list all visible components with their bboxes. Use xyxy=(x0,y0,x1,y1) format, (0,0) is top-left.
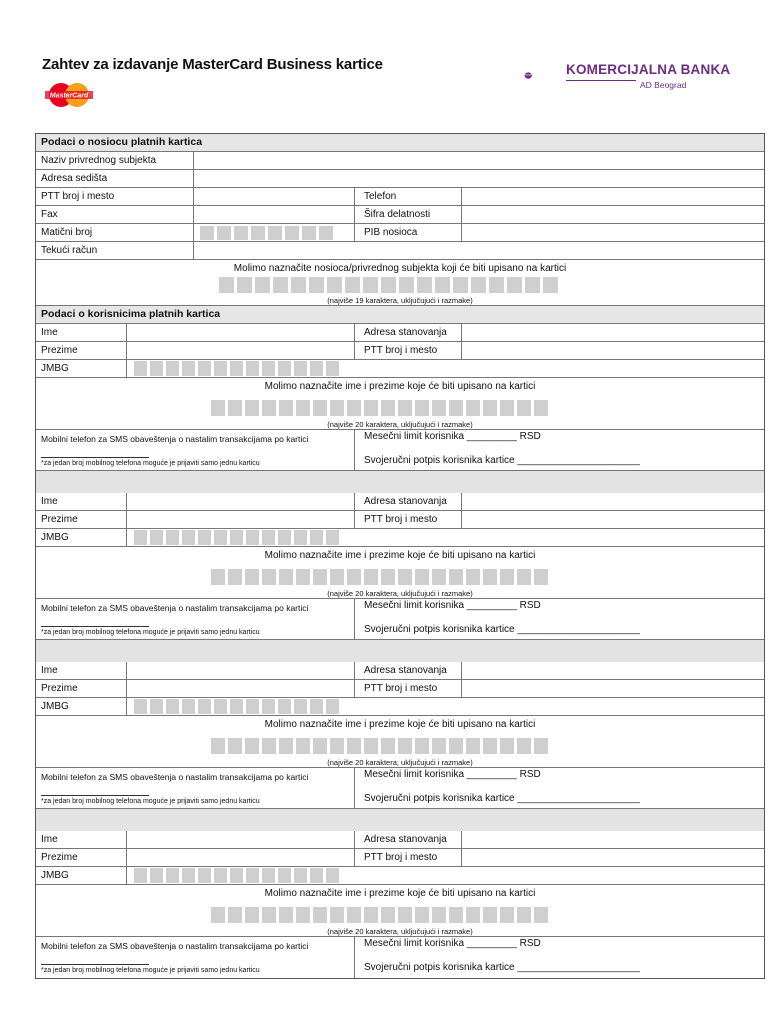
user-mobile-note: *za jedan broj mobilnog telefona moguće je prijaviti samo jednu karticu xyxy=(41,460,260,467)
pib-label: PIB nosioca xyxy=(364,227,418,238)
user-jmbg-label: JMBG xyxy=(41,363,69,374)
user-jmbg-row xyxy=(36,360,764,378)
user-card-name-block xyxy=(36,547,764,599)
user-limit-label[interactable]: Mesečni limit korisnika _________ RSD xyxy=(364,938,541,949)
user-postal-field[interactable] xyxy=(462,342,764,359)
holder-card-name-block xyxy=(36,260,764,306)
user-address-label: Adresa stanovanja xyxy=(364,834,447,845)
holder-card-name-hint: (najviše 19 karaktera, uključujući i razmake) xyxy=(327,296,473,305)
user-limit-label[interactable]: Mesečni limit korisnika _________ RSD xyxy=(364,769,541,780)
reg-number-label: Matični broj xyxy=(41,227,93,238)
holder-section-header xyxy=(36,134,764,152)
user-last-name-field[interactable] xyxy=(127,342,354,359)
user-signature-label[interactable]: Svojeručni potpis korisnika kartice ______________________ xyxy=(364,793,640,804)
fax-label: Fax xyxy=(41,209,58,220)
account-row xyxy=(36,242,764,260)
fax-activity-row xyxy=(36,206,764,224)
user-jmbg-boxes[interactable] xyxy=(134,361,339,376)
user-postal-label: PTT broj i mesto xyxy=(364,345,438,356)
user-card-name-boxes[interactable] xyxy=(211,738,548,754)
user-jmbg-label: JMBG xyxy=(41,870,69,881)
user-card-name-hint: (najviše 20 karaktera, uključujući i razmake) xyxy=(327,420,473,429)
user-mobile-note: *za jedan broj mobilnog telefona moguće je prijaviti samo jednu karticu xyxy=(41,798,260,805)
user-card-name-prompt: Molimo naznačite ime i prezime koje će biti upisano na kartici xyxy=(264,719,536,730)
user-postal-label: PTT broj i mesto xyxy=(364,514,438,525)
bank-name: KOMERCIJALNA BANKA xyxy=(566,62,731,77)
user-last-name-label: Prezime xyxy=(41,683,78,694)
user-block-3 xyxy=(36,662,764,831)
user-jmbg-boxes[interactable] xyxy=(134,530,339,545)
address-field[interactable] xyxy=(194,170,764,187)
user-first-name-field[interactable] xyxy=(127,662,354,679)
user-address-label: Adresa stanovanja xyxy=(364,665,447,676)
reg-pib-row xyxy=(36,224,764,242)
user-last-name-label: Prezime xyxy=(41,852,78,863)
user-jmbg-row xyxy=(36,529,764,547)
phone-label: Telefon xyxy=(364,191,397,202)
svg-text:MasterCard: MasterCard xyxy=(49,92,89,100)
postal-phone-row xyxy=(36,188,764,206)
activity-code-field[interactable] xyxy=(462,206,764,223)
user-separator xyxy=(36,809,764,831)
user-postal-field[interactable] xyxy=(462,511,764,528)
phone-field[interactable] xyxy=(462,188,764,205)
address-row xyxy=(36,170,764,188)
user-card-name-boxes[interactable] xyxy=(211,569,548,585)
user-last-name-row xyxy=(36,849,764,867)
user-card-name-hint: (najviše 20 karaktera, uključujući i razmake) xyxy=(327,758,473,767)
user-card-name-boxes[interactable] xyxy=(211,907,548,923)
user-first-name-row xyxy=(36,831,764,849)
user-block-4 xyxy=(36,831,764,978)
user-postal-label: PTT broj i mesto xyxy=(364,683,438,694)
user-card-name-block xyxy=(36,716,764,768)
user-first-name-field[interactable] xyxy=(127,831,354,848)
user-signature-label[interactable]: Svojeručni potpis korisnika kartice ______________________ xyxy=(364,624,640,635)
user-limit-label[interactable]: Mesečni limit korisnika _________ RSD xyxy=(364,431,541,442)
user-card-name-hint: (najviše 20 karaktera, uključujući i razmake) xyxy=(327,927,473,936)
user-signature-label[interactable]: Svojeručni potpis korisnika kartice ______________________ xyxy=(364,962,640,973)
address-label: Adresa sedišta xyxy=(41,173,108,184)
user-card-name-block xyxy=(36,378,764,430)
user-jmbg-boxes[interactable] xyxy=(134,699,339,714)
user-limit-label[interactable]: Mesečni limit korisnika _________ RSD xyxy=(364,600,541,611)
user-jmbg-row xyxy=(36,867,764,885)
postal-field[interactable] xyxy=(194,188,354,205)
users-section-title: Podaci o korisnicima platnih kartica xyxy=(41,308,221,320)
user-mobile-block xyxy=(36,768,764,809)
company-name-field[interactable] xyxy=(194,152,764,169)
user-jmbg-label: JMBG xyxy=(41,532,69,543)
holder-card-name-prompt: Molimo naznačite nosioca/privrednog subjekta koji će biti upisano na kartici xyxy=(233,263,567,274)
user-address-label: Adresa stanovanja xyxy=(364,496,447,507)
user-address-field[interactable] xyxy=(462,324,764,341)
user-card-name-hint: (najviše 20 karaktera, uključujući i razmake) xyxy=(327,589,473,598)
users-section-header xyxy=(36,306,764,324)
mastercard-logo xyxy=(43,80,95,110)
user-card-name-prompt: Molimo naznačite ime i prezime koje će biti upisano na kartici xyxy=(264,381,536,392)
user-first-name-field[interactable] xyxy=(127,493,354,510)
reg-number-boxes[interactable] xyxy=(200,226,333,240)
user-postal-label: PTT broj i mesto xyxy=(364,852,438,863)
user-mobile-label: Mobilni telefon za SMS obaveštenja o nastalim transakcijama po kartici xyxy=(41,603,309,613)
activity-code-label: Šifra delatnosti xyxy=(364,209,431,220)
bank-city: AD Beograd xyxy=(640,80,687,90)
user-last-name-row xyxy=(36,511,764,529)
bank-divider xyxy=(566,80,636,81)
company-name-label: Naziv privrednog subjekta xyxy=(41,155,157,166)
user-address-label: Adresa stanovanja xyxy=(364,327,447,338)
user-mobile-label: Mobilni telefon za SMS obaveštenja o nastalim transakcijama po kartici xyxy=(41,772,309,782)
user-mobile-label: Mobilni telefon za SMS obaveštenja o nastalim transakcijama po kartici xyxy=(41,941,309,951)
user-card-name-prompt: Molimo naznačite ime i prezime koje će biti upisano na kartici xyxy=(264,888,536,899)
user-last-name-label: Prezime xyxy=(41,345,78,356)
user-last-name-label: Prezime xyxy=(41,514,78,525)
user-last-name-field[interactable] xyxy=(127,680,354,697)
user-last-name-row xyxy=(36,342,764,360)
user-first-name-field[interactable] xyxy=(127,324,354,341)
user-first-name-label: Ime xyxy=(41,327,58,338)
user-postal-field[interactable] xyxy=(462,680,764,697)
user-first-name-label: Ime xyxy=(41,665,58,676)
user-first-name-label: Ime xyxy=(41,834,58,845)
account-field[interactable] xyxy=(194,242,764,259)
user-card-name-boxes[interactable] xyxy=(211,400,548,416)
user-mobile-block xyxy=(36,599,764,640)
user-mobile-block xyxy=(36,937,764,978)
application-form xyxy=(35,133,765,979)
user-last-name-field[interactable] xyxy=(127,511,354,528)
user-first-name-label: Ime xyxy=(41,496,58,507)
user-mobile-note: *za jedan broj mobilnog telefona moguće je prijaviti samo jednu karticu xyxy=(41,629,260,636)
form-title: Zahtev za izdavanje MasterCard Business kartice xyxy=(42,56,383,73)
user-card-name-block xyxy=(36,885,764,937)
user-signature-label[interactable]: Svojeručni potpis korisnika kartice ______________________ xyxy=(364,455,640,466)
user-jmbg-boxes[interactable] xyxy=(134,868,339,883)
user-last-name-row xyxy=(36,680,764,698)
user-first-name-row xyxy=(36,662,764,680)
fax-field[interactable] xyxy=(194,206,354,223)
user-address-field[interactable] xyxy=(462,831,764,848)
account-label: Tekući račun xyxy=(41,245,98,256)
user-card-name-prompt: Molimo naznačite ime i prezime koje će biti upisano na kartici xyxy=(264,550,536,561)
holder-section-title: Podaci o nosiocu platnih kartica xyxy=(41,136,203,148)
user-jmbg-label: JMBG xyxy=(41,701,69,712)
user-address-field[interactable] xyxy=(462,493,764,510)
bank-logo-emblem xyxy=(524,56,564,96)
user-separator xyxy=(36,471,764,493)
user-first-name-row xyxy=(36,493,764,511)
postal-label: PTT broj i mesto xyxy=(41,191,115,202)
user-mobile-block xyxy=(36,430,764,471)
user-mobile-note: *za jedan broj mobilnog telefona moguće je prijaviti samo jednu karticu xyxy=(41,967,260,974)
user-block-2 xyxy=(36,493,764,662)
user-mobile-label: Mobilni telefon za SMS obaveštenja o nastalim transakcijama po kartici xyxy=(41,434,309,444)
holder-card-name-boxes[interactable] xyxy=(219,277,558,293)
user-address-field[interactable] xyxy=(462,662,764,679)
user-separator xyxy=(36,640,764,662)
pib-field[interactable] xyxy=(462,224,764,241)
user-jmbg-row xyxy=(36,698,764,716)
user-first-name-row xyxy=(36,324,764,342)
company-name-row xyxy=(36,152,764,170)
user-last-name-field[interactable] xyxy=(127,849,354,866)
user-postal-field[interactable] xyxy=(462,849,764,866)
user-block-1 xyxy=(36,324,764,493)
